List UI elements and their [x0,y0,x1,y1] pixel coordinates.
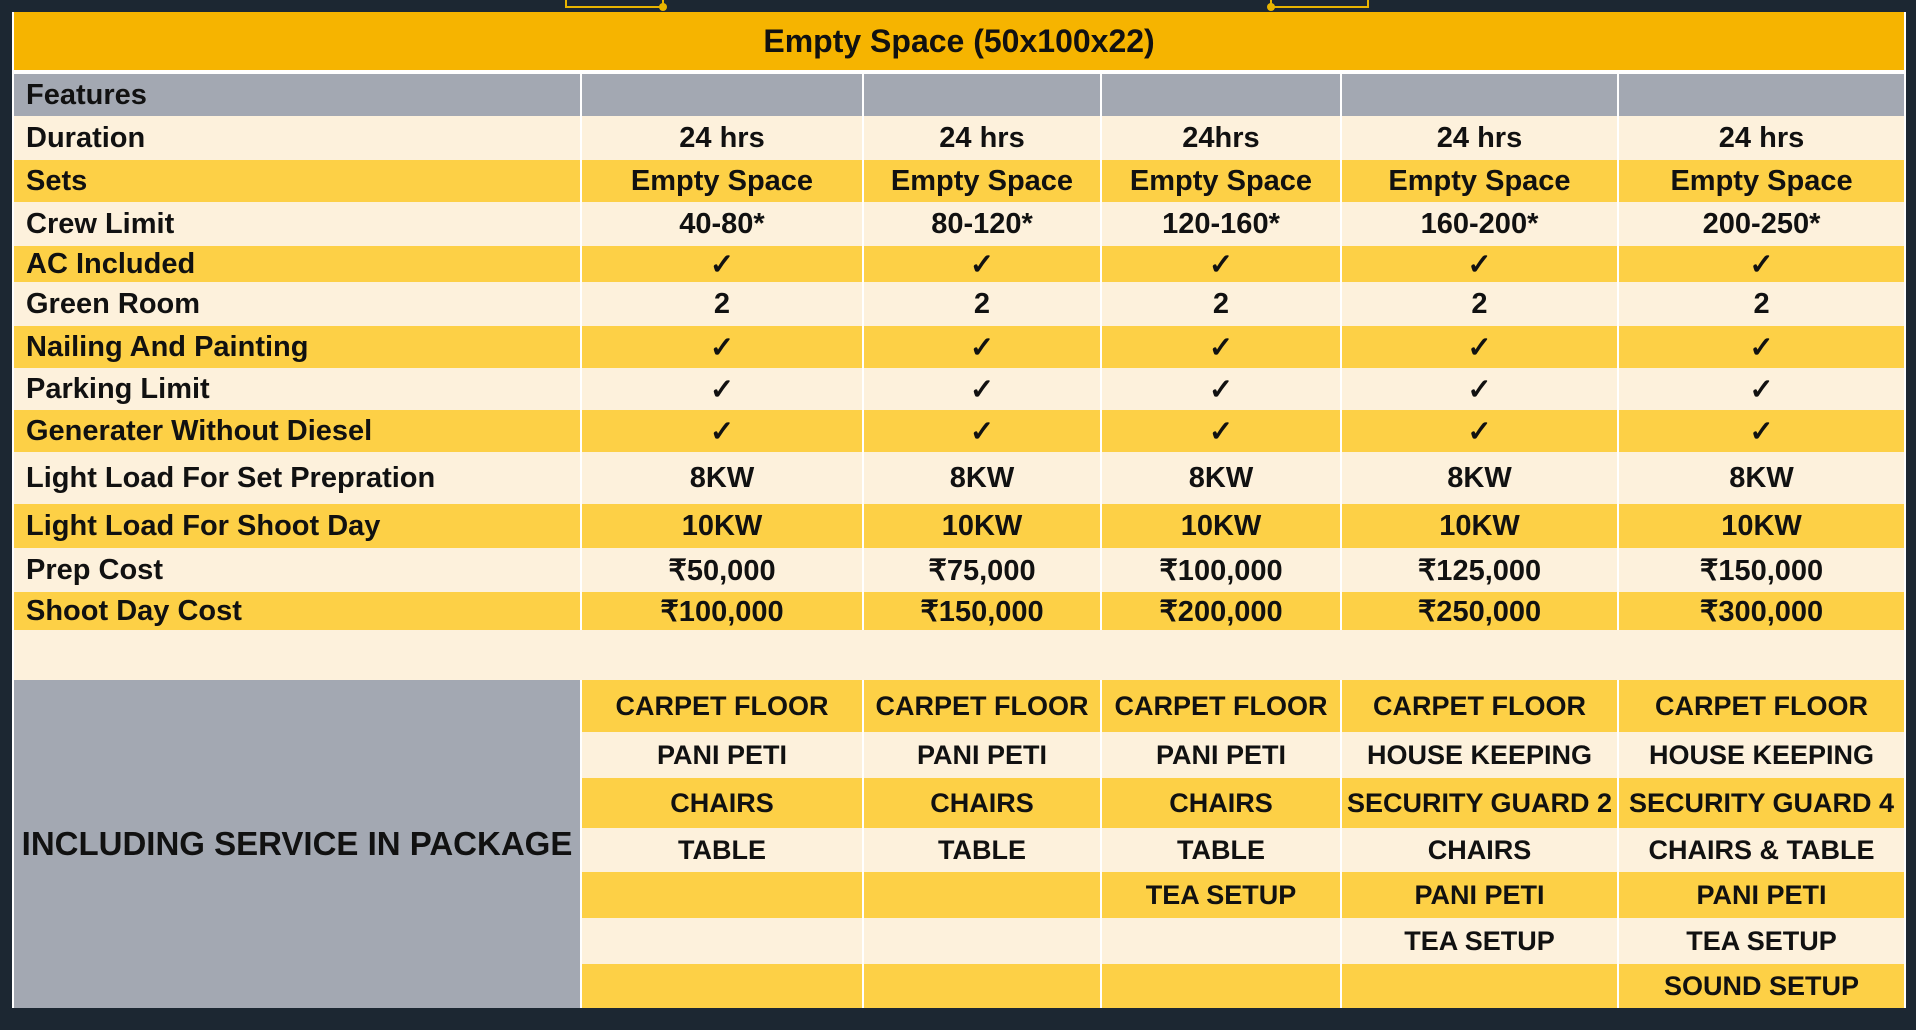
feature-value: 120-160* [1101,202,1341,246]
service-item [581,918,863,964]
feature-value: Empty Space [1618,160,1905,202]
header-cell [1101,72,1341,116]
service-item: CARPET FLOOR [1101,680,1341,732]
feature-value: ₹125,000 [1341,548,1618,592]
feature-value: 8KW [1341,452,1618,504]
decorative-bracket [565,0,664,8]
check-icon: ✓ [1341,410,1618,452]
check-icon: ✓ [1618,326,1905,368]
table-row [13,504,1905,548]
feature-label: Generater Without Diesel [13,410,581,452]
table-row [13,160,1905,202]
service-item: CARPET FLOOR [1341,680,1618,732]
header-cell [1341,72,1618,116]
service-item: SECURITY GUARD 4 [1618,778,1905,828]
feature-label: Green Room [13,282,581,326]
check-icon: ✓ [863,246,1101,282]
table-title: Empty Space (50x100x22) [13,12,1905,72]
table-row [13,368,1905,410]
feature-value: ₹200,000 [1101,592,1341,630]
service-item: CARPET FLOOR [1618,680,1905,732]
check-icon: ✓ [581,368,863,410]
feature-value: ₹100,000 [581,592,863,630]
check-icon: ✓ [581,246,863,282]
feature-value: 8KW [1618,452,1905,504]
service-item: PANI PETI [863,732,1101,778]
feature-value: Empty Space [1341,160,1618,202]
check-icon: ✓ [1341,368,1618,410]
feature-label: Crew Limit [13,202,581,246]
check-icon: ✓ [863,368,1101,410]
feature-value: 24 hrs [863,116,1101,160]
check-icon: ✓ [581,410,863,452]
service-item: CHAIRS [581,778,863,828]
service-item: CARPET FLOOR [863,680,1101,732]
check-icon: ✓ [1341,326,1618,368]
feature-label: Shoot Day Cost [13,592,581,630]
feature-value: ₹100,000 [1101,548,1341,592]
feature-value: Empty Space [1101,160,1341,202]
service-item: TABLE [1101,828,1341,872]
feature-label: Parking Limit [13,368,581,410]
feature-label: AC Included [13,246,581,282]
check-icon: ✓ [1341,246,1618,282]
feature-value: 10KW [1101,504,1341,548]
service-item: TABLE [863,828,1101,872]
service-item: TEA SETUP [1101,872,1341,918]
service-item: HOUSE KEEPING [1618,732,1905,778]
feature-value: 80-120* [863,202,1101,246]
check-icon: ✓ [581,326,863,368]
service-item: PANI PETI [1341,872,1618,918]
check-icon: ✓ [1101,368,1341,410]
feature-value: Empty Space [863,160,1101,202]
pricing-table [12,12,1906,1008]
feature-value: 8KW [1101,452,1341,504]
service-item: SECURITY GUARD 2 [1341,778,1618,828]
feature-value: 40-80* [581,202,863,246]
features-header: Features [13,72,581,116]
service-item [863,964,1101,1008]
feature-value: 2 [1101,282,1341,326]
feature-value: 24 hrs [1341,116,1618,160]
feature-value: 8KW [863,452,1101,504]
table-row [13,282,1905,326]
service-item: PANI PETI [581,732,863,778]
table-row [13,410,1905,452]
feature-value: 10KW [581,504,863,548]
table-row [13,592,1905,630]
check-icon: ✓ [863,326,1101,368]
service-item [1101,918,1341,964]
feature-value: 10KW [1618,504,1905,548]
service-item [863,918,1101,964]
decorative-dot [659,3,667,11]
service-item: SOUND SETUP [1618,964,1905,1008]
service-row [13,680,1905,732]
feature-value: 160-200* [1341,202,1618,246]
decorative-dot [1267,3,1275,11]
service-item: HOUSE KEEPING [1341,732,1618,778]
feature-label: Light Load For Shoot Day [13,504,581,548]
header-cell [863,72,1101,116]
table-row [13,326,1905,368]
feature-value: 24hrs [1101,116,1341,160]
feature-label: Nailing And Painting [13,326,581,368]
check-icon: ✓ [1101,410,1341,452]
feature-value: ₹300,000 [1618,592,1905,630]
feature-value: Empty Space [581,160,863,202]
service-item: TABLE [581,828,863,872]
service-item: CHAIRS [1341,828,1618,872]
feature-value: 10KW [1341,504,1618,548]
header-cell [581,72,863,116]
feature-value: 200-250* [1618,202,1905,246]
service-item: CARPET FLOOR [581,680,863,732]
check-icon: ✓ [1618,368,1905,410]
service-item [863,872,1101,918]
table-row [13,452,1905,504]
table-row [13,116,1905,160]
feature-value: ₹75,000 [863,548,1101,592]
spacer-cell [13,630,1905,680]
check-icon: ✓ [1101,326,1341,368]
service-item: PANI PETI [1618,872,1905,918]
feature-value: 2 [863,282,1101,326]
spacer-row [13,630,1905,680]
check-icon: ✓ [1618,246,1905,282]
service-item [581,964,863,1008]
feature-label: Prep Cost [13,548,581,592]
decorative-bracket [1270,0,1369,8]
feature-label: Light Load For Set Prepration [13,452,581,504]
service-item: TEA SETUP [1341,918,1618,964]
table-row [13,246,1905,282]
table-row [13,202,1905,246]
services-label: INCLUDING SERVICE IN PACKAGE [13,680,581,1008]
feature-value: 2 [581,282,863,326]
feature-label: Sets [13,160,581,202]
service-item: TEA SETUP [1618,918,1905,964]
feature-value: 24 hrs [1618,116,1905,160]
feature-value: ₹150,000 [1618,548,1905,592]
feature-value: ₹250,000 [1341,592,1618,630]
feature-label: Duration [13,116,581,160]
feature-value: 24 hrs [581,116,863,160]
feature-value: 10KW [863,504,1101,548]
service-item: PANI PETI [1101,732,1341,778]
check-icon: ✓ [863,410,1101,452]
feature-value: ₹150,000 [863,592,1101,630]
feature-value: 2 [1618,282,1905,326]
service-item: CHAIRS [863,778,1101,828]
feature-value: 2 [1341,282,1618,326]
feature-value: ₹50,000 [581,548,863,592]
table-row [13,548,1905,592]
check-icon: ✓ [1618,410,1905,452]
service-item [1341,964,1618,1008]
service-item: CHAIRS [1101,778,1341,828]
service-item: CHAIRS & TABLE [1618,828,1905,872]
service-item [1101,964,1341,1008]
service-item [581,872,863,918]
feature-value: 8KW [581,452,863,504]
check-icon: ✓ [1101,246,1341,282]
header-cell [1618,72,1905,116]
